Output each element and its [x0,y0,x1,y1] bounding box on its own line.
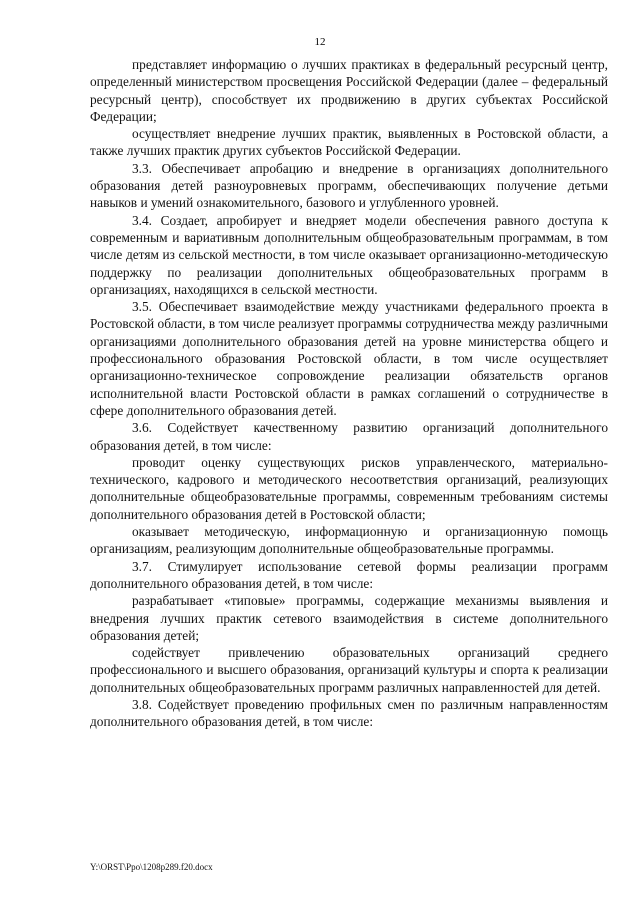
paragraph: содействует привлечению образовательных организаций среднего профессионального и высшего образования, организаций культуры и спорта к реализации дополнительных общеобразовательных программ различных направленностей для детей. [90,645,608,695]
paragraph: разрабатывает «типовые» программы, содержащие механизмы выявления и внедрения лучших практик сетевого взаимодействия в системе дополнительного образования детей; [90,593,608,643]
paragraph: 3.5. Обеспечивает взаимодействие между участниками федерального проекта в Ростовской области, в том числе реализует программы сотрудничества между различными организациями дополнительного образования детей на уровне министерства общего и профессионального образования Ростовской области, в том числе осуществляет организационно-техническое сопровождение реализации обязательств органов исполнительной власти Ростовской области в рамках соглашений о сотрудничестве в сфере дополнительного образования детей. [90,299,608,418]
file-path-footer: Y:\ORST\Ppo\1208p289.f20.docx [90,862,213,872]
paragraph: 3.6. Содействует качественному развитию организаций дополнительного образования детей, в том числе: [90,420,608,453]
paragraph: 3.7. Стимулирует использование сетевой формы реализации программ дополнительного образования детей, в том числе: [90,558,608,591]
paragraph: осуществляет внедрение лучших практик, выявленных в Ростовской области, а также лучших практик других субъектов Российской Федерации. [90,126,608,159]
page-number: 12 [314,36,326,48]
paragraph: 3.4. Создает, апробирует и внедряет модели обеспечения равного доступа к современным и вариативным дополнительным общеобразовательным программам, в том числе детям из сельской местности, в том числе оказывает организационно-методическую поддержку по реализации дополнительных общеобразовательных программ в организациях, находящихся в сельской местности. [90,212,608,297]
paragraph: оказывает методическую, информационную и организационную помощь организациям, реализующим дополнительные общеобразовательные программы. [90,524,608,557]
paragraph: проводит оценку существующих рисков управленческого, материально-технического, кадрового и методического несоответствия организаций, реализующих дополнительные общеобразовательные программы, современным требованиям системы дополнительного образования детей в Ростовской области; [90,454,608,522]
paragraph: 3.8. Содействует проведению профильных смен по различным направленностям дополнительного образования детей, в том числе: [90,696,608,730]
document-body [90,56,608,731]
paragraph: представляет информацию о лучших практиках в федеральный ресурсный центр, определенный министерством просвещения Российской Федерации (далее – федеральный ресурсный центр), способствует их продвижению в других субъектах Российской Федерации; [90,57,608,124]
paragraph: 3.3. Обеспечивает апробацию и внедрение в организациях дополнительного образования детей разноуровневых программ, обеспечивающих получение детьми навыков и умений ознакомительного, базового и углубленного уровней. [90,160,608,211]
